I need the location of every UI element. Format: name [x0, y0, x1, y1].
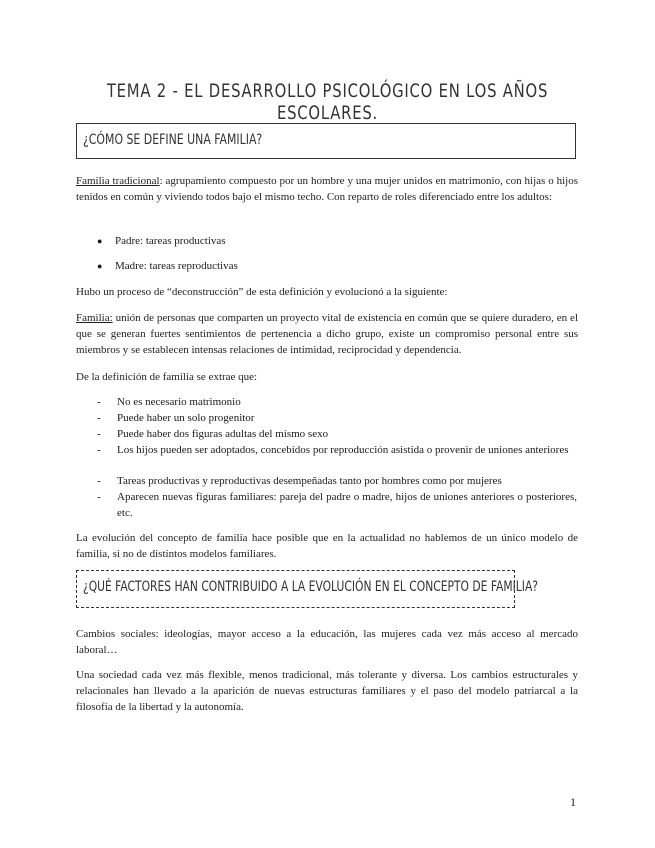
paragraph-family-definition [76, 310, 578, 358]
list-item: - Tareas productivas y reproductivas desempeñadas tanto por hombres como por mujeres [97, 473, 577, 489]
list-item-text: Puede haber un solo progenitor [117, 412, 255, 424]
list-item: - No es necesario matrimonio [97, 394, 577, 410]
list-item-text: Tareas productivas y reproductivas desempeñadas tanto por hombres como por mujeres [117, 475, 502, 487]
list-item: - Puede haber dos figuras adultas del mismo sexo [97, 426, 577, 442]
section-heading-box [76, 570, 538, 608]
list-item: - Puede haber un solo progenitor [97, 410, 577, 426]
paragraph-traditional-family [76, 173, 578, 205]
bullet-icon: ● [97, 236, 103, 246]
paragraph-social-changes: Cambios sociales: ideologías, mayor acceso a la educación, las mujeres cada vez más acceso al mercado laboral… [76, 628, 578, 656]
list-item-text: Aparecen nuevas figuras familiares: pareja del padre o madre, hijos de uniones anteriores o posteriores, etc. [117, 491, 577, 519]
term-family: Familia: [76, 312, 113, 324]
page-number: 1 [570, 795, 576, 809]
paragraph-deconstruction: Hubo un proceso de “deconstrucción” de esta definición y evolucionó a la siguiente: [76, 286, 448, 298]
bullet-icon: ● [97, 261, 103, 271]
paragraph-evolution: La evolución del concepto de familia hace posible que en la actualidad no hablemos de un único modelo de familia, si no de distintos modelos familiares. [76, 532, 578, 560]
list-item-text: Los hijos pueden ser adoptados, concebidos por reproducción asistida o provenir de uniones anteriores [117, 444, 569, 456]
paragraph-extract: De la definición de familia se extrae que: [76, 371, 258, 383]
list-item [97, 258, 238, 274]
list-item-text: No es necesario matrimonio [117, 396, 241, 408]
section-heading: ¿QUÉ FACTORES HAN CONTRIBUIDO A LA EVOLUCIÓN EN EL CONCEPTO DE FAMILIA? [83, 579, 538, 595]
list-item-text: Padre: tareas productivas [115, 235, 226, 247]
list-item [97, 233, 226, 249]
page-title: TEMA 2 - EL DESARROLLO PSICOLÓGICO EN LOS AÑOS ESCOLARES. [106, 80, 549, 124]
term-traditional-family: Familia tradicional [76, 175, 160, 187]
list-item: - Aparecen nuevas figuras familiares: pareja del padre o madre, hijos de uniones anteriores o posteriores, etc. [97, 491, 577, 519]
section-heading-box [76, 123, 576, 159]
list-item-text: Puede haber dos figuras adultas del mismo sexo [117, 428, 329, 440]
list-item: - Los hijos pueden ser adoptados, concebidos por reproducción asistida o provenir de uniones anteriores [97, 442, 577, 458]
list-item-text: Madre: tareas reproductivas [115, 260, 238, 272]
paragraph-flexible-society: Una sociedad cada vez más flexible, menos tradicional, más tolerante y diversa. Los cambios estructurales y relacionales han llevado a la aparición de nuevas estructuras familiares y el paso del modelo patriarcal a la filosofía de la libertad y la autonomía. [76, 669, 578, 713]
definition-text: : agrupamiento compuesto por un hombre y una mujer unidos en matrimonio, con hijas o hijos tenidos en común y viviendo todos bajo el mismo techo. Con reparto de roles diferenciado entre los adultos: [76, 175, 578, 203]
definition-text: unión de personas que comparten un proyecto vital de existencia en común que se quiere duradero, en el que se generan fuertes sentimientos de pertenencia a dicho grupo, existe un compromiso personal entre sus miembros y se establecen intensas relaciones de intimidad, reciprocidad y dependencia. [76, 312, 578, 356]
section-heading: ¿CÓMO SE DEFINE UNA FAMILIA? [83, 132, 263, 148]
